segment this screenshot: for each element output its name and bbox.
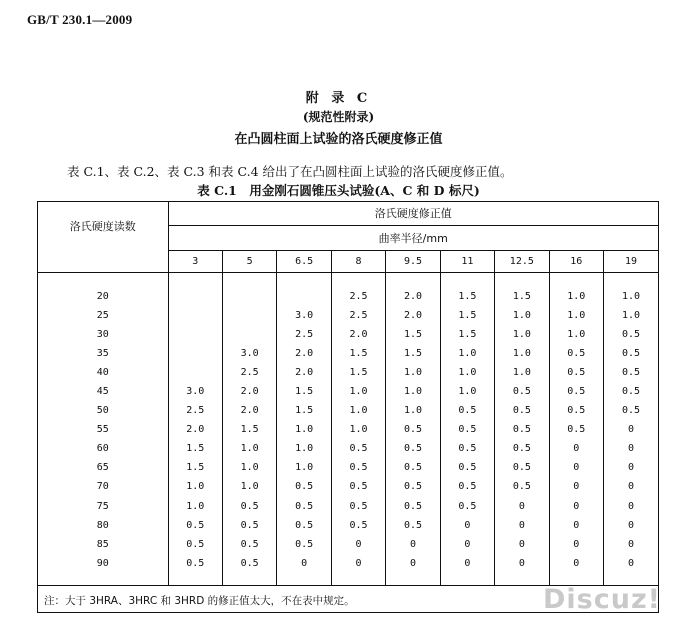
table-row	[38, 287, 658, 306]
spacer-cell	[331, 272, 385, 287]
hardness-reading-cell: 75	[96, 500, 109, 512]
correction-value-cell: 0.5	[386, 516, 440, 535]
radius-header-cell: 9.5	[386, 250, 440, 272]
table-row	[38, 306, 658, 325]
correction-value-cell: 0.5	[331, 497, 385, 516]
correction-value-cell: 1.0	[495, 325, 549, 344]
intro-paragraph: 表 C.1、表 C.2、表 C.3 和表 C.4 给出了在凸圆柱面上试验的洛氏硬度修正值。	[67, 164, 513, 179]
correction-value-cell: 1.0	[222, 458, 276, 477]
table-row	[38, 554, 658, 573]
correction-value-cell: 0.5	[331, 439, 385, 458]
correction-value-cell: 0.5	[440, 420, 494, 439]
correction-value-cell	[168, 287, 222, 306]
correction-value-cell: 0.5	[386, 477, 440, 496]
correction-value-cell: 0.5	[604, 363, 659, 382]
correction-value-cell: 0.5	[222, 497, 276, 516]
correction-value-cell: 2.0	[386, 287, 440, 306]
correction-value-cell: 3.0	[277, 306, 331, 325]
table-body	[38, 272, 658, 585]
hardness-reading-cell: 20	[96, 290, 109, 302]
bottom-pad-cell	[38, 573, 168, 586]
correction-value-cell: 0.5	[277, 497, 331, 516]
radius-header-cell: 8	[331, 250, 385, 272]
correction-value-cell: 0.5	[495, 420, 549, 439]
correction-value-cell: 1.0	[549, 306, 603, 325]
correction-value-cell: 3.0	[168, 382, 222, 401]
correction-value-cell: 0	[440, 554, 494, 573]
correction-value-cell: 1.5	[222, 420, 276, 439]
correction-value-cell: 0.5	[168, 516, 222, 535]
correction-value-cell: 0.5	[222, 535, 276, 554]
correction-value-cell: 1.0	[440, 363, 494, 382]
spacer-cell	[386, 272, 440, 287]
row-header-hardness-reading: 洛氏硬度读数	[69, 220, 136, 233]
hardness-reading-cell: 90	[96, 557, 109, 569]
correction-value-cell: 0.5	[549, 382, 603, 401]
bottom-pad-cell	[440, 573, 494, 586]
correction-value-cell: 0	[549, 516, 603, 535]
correction-value-cell: 0	[549, 554, 603, 573]
correction-value-cell: 2.5	[277, 325, 331, 344]
correction-value-cell: 0.5	[549, 401, 603, 420]
correction-value-cell: 0.5	[495, 477, 549, 496]
correction-value-cell: 1.0	[549, 287, 603, 306]
correction-value-cell: 0	[440, 535, 494, 554]
correction-value-cell: 0	[331, 535, 385, 554]
hardness-reading-cell: 55	[96, 424, 109, 436]
correction-value-cell	[222, 287, 276, 306]
correction-value-cell: 0	[495, 554, 549, 573]
table-row	[38, 535, 658, 554]
hardness-reading-cell: 25	[96, 309, 109, 321]
correction-value-cell: 0	[495, 497, 549, 516]
correction-value-cell: 1.5	[440, 287, 494, 306]
correction-value-cell: 0.5	[277, 535, 331, 554]
table-row	[38, 458, 658, 477]
correction-value-cell: 1.5	[168, 458, 222, 477]
correction-value-cell: 0	[604, 420, 659, 439]
correction-value-cell: 0	[604, 535, 659, 554]
correction-value-cell: 0.5	[222, 554, 276, 573]
correction-value-cell: 1.0	[277, 458, 331, 477]
table-row	[38, 363, 658, 382]
radius-header-row	[38, 250, 658, 272]
correction-value-cell	[168, 325, 222, 344]
correction-value-cell: 0.5	[604, 382, 659, 401]
correction-value-cell	[277, 287, 331, 306]
correction-value-cell: 1.0	[277, 420, 331, 439]
correction-value-cell: 1.0	[495, 344, 549, 363]
correction-value-cell: 3.0	[222, 344, 276, 363]
correction-value-cell: 2.5	[331, 306, 385, 325]
correction-value-cell: 1.5	[331, 344, 385, 363]
hardness-reading-cell: 65	[96, 462, 109, 474]
sub-header-radius: 曲率半径/mm	[168, 225, 658, 250]
correction-value-cell: 1.0	[386, 363, 440, 382]
correction-value-cell: 2.0	[168, 420, 222, 439]
correction-value-cell: 1.5	[440, 325, 494, 344]
correction-value-cell: 1.0	[440, 382, 494, 401]
hardness-reading-cell: 35	[96, 347, 109, 359]
correction-value-cell: 0	[604, 439, 659, 458]
hardness-reading-cell: 85	[96, 538, 109, 550]
bottom-pad-cell	[168, 573, 222, 586]
correction-value-cell: 1.5	[168, 439, 222, 458]
correction-value-cell: 0.5	[386, 497, 440, 516]
table-caption: 表 C.1 用金刚石圆锥压头试验(A、C 和 D 标尺)	[197, 183, 480, 198]
correction-value-cell: 0.5	[440, 401, 494, 420]
bottom-pad-cell	[222, 573, 276, 586]
standard-code: GB/T 230.1—2009	[27, 12, 133, 27]
spacer-cell	[495, 272, 549, 287]
correction-value-cell: 0	[549, 458, 603, 477]
correction-value-cell: 1.5	[331, 363, 385, 382]
correction-value-cell: 0	[549, 477, 603, 496]
correction-value-cell: 0.5	[495, 382, 549, 401]
correction-value-cell: 0.5	[386, 439, 440, 458]
bottom-pad-cell	[386, 573, 440, 586]
table-row	[38, 344, 658, 363]
correction-value-cell: 1.0	[495, 363, 549, 382]
correction-value-cell: 1.0	[440, 344, 494, 363]
bottom-pad-cell	[331, 573, 385, 586]
table-row	[38, 477, 658, 496]
correction-value-cell: 1.5	[386, 325, 440, 344]
correction-value-cell: 0.5	[495, 401, 549, 420]
correction-value-cell	[168, 363, 222, 382]
hardness-reading-cell: 40	[96, 366, 109, 378]
correction-value-cell: 1.0	[277, 439, 331, 458]
correction-value-cell: 0	[549, 535, 603, 554]
hardness-reading-cell: 80	[96, 519, 109, 531]
correction-value-cell: 0.5	[604, 401, 659, 420]
appendix-title: 附 录 C	[305, 91, 372, 106]
correction-value-cell: 0	[440, 516, 494, 535]
correction-value-cell: 1.0	[331, 420, 385, 439]
correction-value-cell: 0.5	[168, 554, 222, 573]
spacer-cell	[549, 272, 603, 287]
correction-value-cell: 1.0	[386, 401, 440, 420]
bottom-pad-cell	[495, 573, 549, 586]
correction-value-cell: 0	[495, 516, 549, 535]
correction-value-cell: 2.0	[222, 401, 276, 420]
correction-value-cell: 1.0	[604, 287, 659, 306]
correction-value-cell: 2.5	[331, 287, 385, 306]
correction-value-cell: 0.5	[604, 325, 659, 344]
correction-value-cell: 0.5	[495, 458, 549, 477]
correction-value-cell: 2.5	[168, 401, 222, 420]
correction-value-cell: 0	[604, 477, 659, 496]
spacer-cell	[604, 272, 659, 287]
correction-value-cell: 1.5	[277, 401, 331, 420]
correction-value-cell: 2.0	[277, 363, 331, 382]
correction-value-cell: 2.0	[222, 382, 276, 401]
correction-value-cell	[222, 325, 276, 344]
correction-value-cell: 1.5	[277, 382, 331, 401]
correction-value-cell: 1.0	[331, 401, 385, 420]
spacer-row	[38, 272, 658, 287]
radius-header-cell: 5	[222, 250, 276, 272]
radius-header-cell: 19	[604, 250, 659, 272]
correction-value-cell	[168, 306, 222, 325]
correction-value-cell: 0	[331, 554, 385, 573]
correction-value-cell: 0.5	[440, 477, 494, 496]
correction-value-cell: 0.5	[440, 439, 494, 458]
correction-value-cell: 2.5	[222, 363, 276, 382]
table-row	[38, 382, 658, 401]
correction-table-frame	[37, 201, 659, 613]
correction-value-cell: 1.0	[604, 306, 659, 325]
radius-header-blank	[38, 250, 168, 272]
correction-value-cell: 0.5	[277, 477, 331, 496]
correction-value-cell: 0.5	[386, 420, 440, 439]
correction-value-cell: 1.0	[168, 477, 222, 496]
spacer-cell	[222, 272, 276, 287]
correction-value-cell: 0.5	[604, 344, 659, 363]
spacer-cell	[440, 272, 494, 287]
correction-value-cell: 1.0	[222, 477, 276, 496]
correction-table	[38, 202, 658, 616]
correction-value-cell: 0	[495, 535, 549, 554]
spacer-cell	[38, 272, 168, 287]
correction-value-cell: 0	[549, 497, 603, 516]
hardness-reading-cell: 60	[96, 443, 109, 455]
correction-value-cell: 0.5	[440, 497, 494, 516]
correction-value-cell: 1.5	[386, 344, 440, 363]
table-note: 注：大于 3HRA、3HRC 和 3HRD 的修正值太大，不在表中规定。	[44, 595, 355, 608]
correction-value-cell: 0.5	[440, 458, 494, 477]
correction-value-cell: 0	[604, 516, 659, 535]
correction-value-cell: 0.5	[386, 458, 440, 477]
correction-value-cell: 2.0	[331, 325, 385, 344]
bottom-pad-cell	[277, 573, 331, 586]
correction-value-cell: 0.5	[331, 458, 385, 477]
table-row	[38, 401, 658, 420]
correction-value-cell: 1.0	[495, 306, 549, 325]
correction-value-cell: 0.5	[168, 535, 222, 554]
correction-value-cell: 1.0	[168, 497, 222, 516]
radius-header-cell: 12.5	[495, 250, 549, 272]
correction-value-cell: 0	[604, 458, 659, 477]
hardness-reading-cell: 45	[96, 386, 109, 398]
correction-value-cell: 2.0	[386, 306, 440, 325]
spacer-cell	[277, 272, 331, 287]
correction-value-cell: 1.0	[549, 325, 603, 344]
correction-value-cell: 0	[549, 439, 603, 458]
correction-value-cell: 2.0	[277, 344, 331, 363]
appendix-heading: 在凸圆柱面上试验的洛氏硬度修正值	[234, 132, 443, 147]
correction-value-cell: 0	[386, 554, 440, 573]
correction-value-cell: 0.5	[495, 439, 549, 458]
table-row	[38, 439, 658, 458]
correction-value-cell	[168, 344, 222, 363]
table-row	[38, 325, 658, 344]
spacer-cell	[168, 272, 222, 287]
hardness-reading-cell: 50	[96, 405, 109, 417]
hardness-reading-cell: 30	[96, 328, 109, 340]
radius-header-cell: 3	[168, 250, 222, 272]
correction-value-cell: 0	[277, 554, 331, 573]
correction-value-cell: 0	[386, 535, 440, 554]
correction-value-cell: 0.5	[549, 420, 603, 439]
correction-value-cell: 0.5	[331, 516, 385, 535]
discuz-watermark: Discuz!	[543, 584, 661, 615]
correction-value-cell: 1.0	[331, 382, 385, 401]
correction-value-cell: 1.0	[386, 382, 440, 401]
correction-value-cell: 0.5	[549, 363, 603, 382]
appendix-type: (规范性附录)	[302, 110, 375, 124]
correction-value-cell	[222, 306, 276, 325]
radius-header-cell: 11	[440, 250, 494, 272]
correction-value-cell: 0.5	[549, 344, 603, 363]
correction-value-cell: 0.5	[277, 516, 331, 535]
table-row	[38, 420, 658, 439]
correction-value-cell: 0	[604, 497, 659, 516]
radius-header-cell: 6.5	[277, 250, 331, 272]
hardness-reading-cell: 70	[96, 481, 109, 493]
group-header-correction: 洛氏硬度修正值	[168, 202, 658, 225]
table-row	[38, 497, 658, 516]
correction-value-cell: 0	[604, 554, 659, 573]
radius-header-cell: 16	[549, 250, 603, 272]
correction-value-cell: 0.5	[331, 477, 385, 496]
table-row	[38, 516, 658, 535]
correction-value-cell: 1.0	[222, 439, 276, 458]
correction-value-cell: 1.5	[440, 306, 494, 325]
correction-value-cell: 0.5	[222, 516, 276, 535]
correction-value-cell: 1.5	[495, 287, 549, 306]
